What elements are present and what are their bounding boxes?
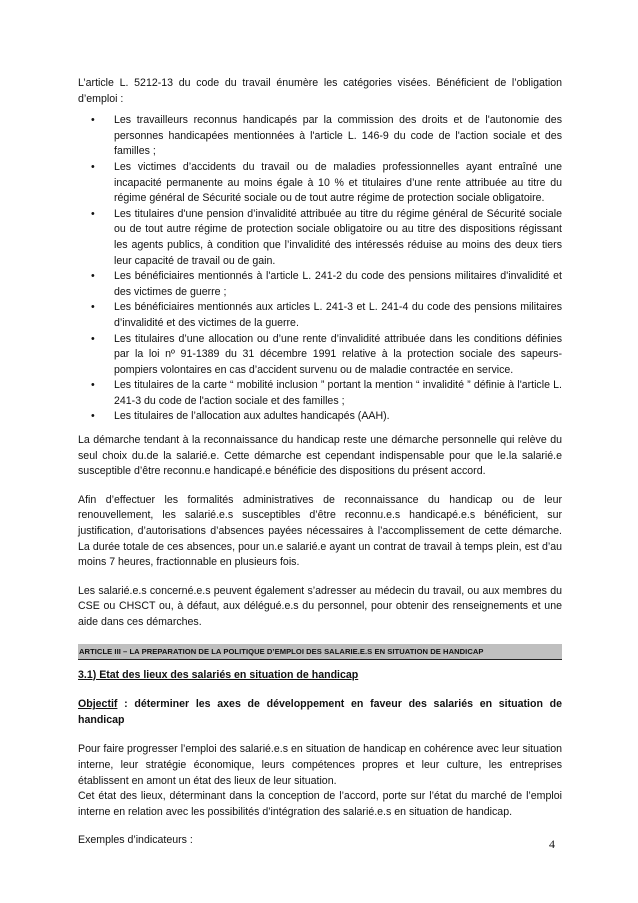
document-body <box>78 76 562 849</box>
objective-paragraph <box>78 697 562 728</box>
list-item <box>78 332 562 379</box>
list-item <box>78 160 562 207</box>
list-item-text: Les titulaires de l’allocation aux adultes handicapés (AAH). <box>114 410 390 423</box>
list-item-text: Les titulaires d'une pension d’invalidité attribuée au titre du régime général de Sécurité sociale ou de tout autre régime de protection sociale obligatoire ou au titre des dispositions régissant les agents publics, à condition que l’invalidité des intéressés réduise au moins des deux tiers leur capacité de travail ou de gain. <box>114 207 562 267</box>
beneficiary-list <box>78 113 562 425</box>
absence-paragraph: Afin d’effectuer les formalités administratives de reconnaissance du handicap ou de leur renouvellement, les salarié.e.s susceptibles d’être reconnu.e.s handicapé.e.s bénéficient, sur justification, d’autorisations d’absences payées nécessaires à l’accomplissement de cette démarche. La durée totale de ces absences, pour un.e salarié.e ayant un contrat de travail à temps plein, est d’au moins 7 heures, fractionnable en plusieurs fois. <box>78 493 562 569</box>
inventory-paragraph: Cet état des lieux, déterminant dans la conception de l’accord, porte sur l’état du marché de l’emploi interne en relation avec les possibilités d’intégration des salarié.e.s en situation de handicap. <box>78 790 562 818</box>
list-item-text: Les bénéficiaires mentionnés aux articles L. 241-3 et L. 241-4 du code des pensions militaires d’invalidité et des victimes de la guerre. <box>114 301 562 329</box>
bullet-icon: • <box>91 207 95 220</box>
list-item-text: Les titulaires de la carte “ mobilité inclusion ” portant la mention “ invalidité ” définie à l'article L. 241-3 du code de l'action sociale et des familles ; <box>114 379 562 407</box>
bullet-icon: • <box>91 410 95 423</box>
page-number: 4 <box>549 837 555 851</box>
list-item-text: Les travailleurs reconnus handicapés par la commission des droits et de l'autonomie des personnes handicapées mentionnées à l'article L. 146-9 du code de l'action sociale et des familles ; <box>114 114 562 158</box>
objective-text: : déterminer les axes de développement en faveur des salariés en situation de handicap <box>78 698 562 726</box>
bullet-icon: • <box>91 379 95 392</box>
recognition-paragraph: La démarche tendant à la reconnaissance du handicap reste une démarche personnelle qui relève du seul choix du.de la salarié.e. Cette démarche est cependant indispensable pour que le.la salarié.e susceptible d’être reconnu.e handicapé.e bénéficie des dispositions du présent accord. <box>78 434 562 478</box>
intro-paragraph: L’article L. 5212-13 du code du travail énumère les catégories visées. Bénéficient de l’obligation d’emploi : <box>78 77 562 105</box>
article-heading: ARTICLE III – LA PREPARATION DE LA POLITIQUE D’EMPLOI DES SALARIE.E.S EN SITUATION DE HANDICAP <box>78 644 562 660</box>
bullet-icon: • <box>91 114 95 127</box>
list-item-text: Les titulaires d’une allocation ou d’une rente d’invalidité attribuée dans les conditions définies par la loi nº 91-1389 du 31 décembre 1991 relative à la protection sociale des sapeurs-pompiers volontaires en cas d’accident survenu ou de maladie contractée en service. <box>114 332 562 376</box>
examples-label: Exemples d’indicateurs : <box>78 834 193 847</box>
list-item-text: Les victimes d’accidents du travail ou de maladies professionnelles ayant entraîné une incapacité permanente au moins égale à 10 % et titulaires d’une rente attribuée au titre du régime général de Sécurité sociale ou de tout autre régime de protection sociale obligatoire. <box>114 160 562 205</box>
list-item-text: Les bénéficiaires mentionnés à l'article L. 241-2 du code des pensions militaires d'invalidité et des victimes de guerre ; <box>114 270 562 298</box>
list-item <box>78 300 562 331</box>
bullet-icon: • <box>91 270 95 283</box>
bullet-icon: • <box>91 160 95 173</box>
progress-paragraph: Pour faire progresser l’emploi des salarié.e.s en situation de handicap en cohérence avec leur situation interne, leur stratégie économique, leurs compétences propres et leur culture, les entreprises établissent en amont un état des lieux de leur situation. <box>78 743 562 787</box>
support-paragraph: Les salarié.e.s concerné.e.s peuvent également s’adresser au médecin du travail, ou aux membres du CSE ou CHSCT ou, à défaut, aux délégué.e.s du personnel, pour obtenir des renseignements et une aide dans ces démarches. <box>78 584 562 628</box>
bullet-icon: • <box>91 301 95 314</box>
list-item <box>78 378 562 409</box>
list-item <box>78 409 562 425</box>
bullet-icon: • <box>91 332 95 345</box>
section-heading: 3.1) Etat des lieux des salariés en situation de handicap <box>78 668 359 681</box>
objective-label: Objectif <box>78 698 118 711</box>
list-item <box>78 207 562 269</box>
list-item <box>78 269 562 300</box>
list-item <box>78 113 562 160</box>
